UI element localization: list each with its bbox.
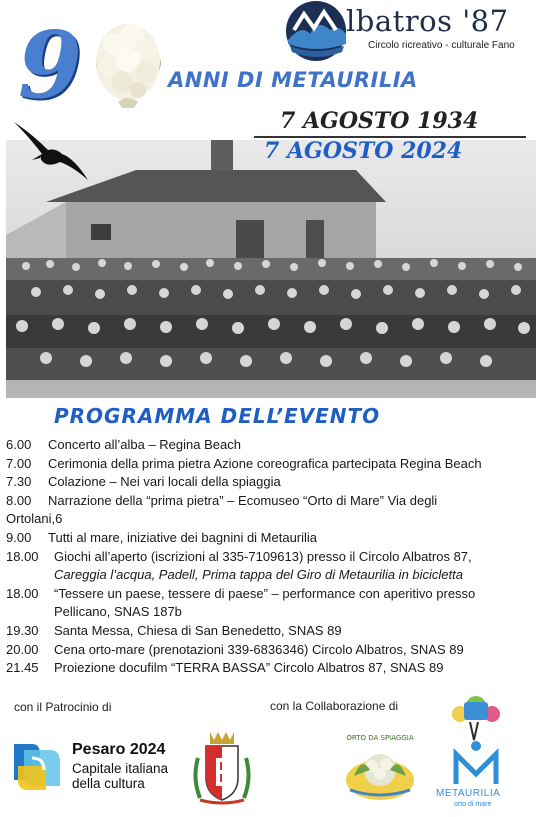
schedule-item bbox=[6, 473, 538, 492]
date-2024: 7 AGOSTO 2024 bbox=[264, 138, 463, 164]
programma-title: PROGRAMMA DELL’EVENTO bbox=[54, 404, 381, 428]
schedule-desc: “Tessere un paese, tessere di paese” – performance con aperitivo presso bbox=[54, 585, 476, 601]
orto-da-spiaggia-logo bbox=[340, 726, 420, 806]
schedule-time: 6.00 bbox=[6, 437, 32, 452]
albatros-logo-subtitle: Circolo ricreativo - culturale Fano bbox=[368, 40, 515, 51]
schedule-desc: Cerimonia della prima pietra Azione coreografica partecipata Regina Beach bbox=[48, 455, 482, 471]
schedule-desc-continued: Ortolani,6 bbox=[6, 511, 63, 527]
schedule-item bbox=[6, 585, 538, 604]
anni-title: ANNI DI METAURILIA bbox=[168, 68, 418, 92]
anniversary-number: 9 bbox=[18, 11, 83, 119]
schedule-time: 21.45 bbox=[6, 660, 39, 676]
albatros-logo bbox=[280, 0, 530, 62]
schedule-item bbox=[6, 641, 538, 660]
schedule-item bbox=[6, 548, 538, 567]
schedule-item bbox=[6, 529, 538, 548]
schedule-desc: Narrazione della “prima pietra” – Ecomuseo “Orto di Mare” Via degli bbox=[48, 492, 438, 508]
schedule-desc-continued: Pellicano, SNAS 187b bbox=[54, 604, 182, 620]
pesaro-2024-title: Pesaro 2024 bbox=[72, 741, 166, 758]
schedule-time: 7.00 bbox=[6, 455, 32, 471]
schedule-item bbox=[6, 622, 538, 641]
schedule-time: 7.30 bbox=[6, 474, 32, 490]
fano-coat-of-arms bbox=[190, 728, 254, 806]
pesaro-2024-subtitle-line2: della cultura bbox=[72, 776, 145, 791]
pesaro-2024-logo-mark bbox=[10, 740, 64, 792]
pesaro-2024-subtitle-line1: Capitale italiana bbox=[72, 761, 169, 776]
metaurilia-subtitle: orto di mare bbox=[454, 801, 492, 808]
date-1934: 7 AGOSTO 1934 bbox=[280, 108, 479, 134]
schedule-desc: Tutti al mare, iniziative dei bagnini di Metaurilia bbox=[48, 529, 318, 545]
albatros-logo-mark bbox=[280, 0, 352, 62]
patronage-label: con il Patrocinio di bbox=[14, 700, 112, 714]
schedule-desc: Colazione – Nei vari locali della spiaggia bbox=[48, 474, 281, 490]
schedule-time: 8.00 bbox=[6, 492, 32, 508]
schedule-item bbox=[6, 455, 538, 474]
schedule-desc-continued: Careggia l’acqua, Padell, Prima tappa del Giro di Metaurilia in bicicletta bbox=[54, 567, 463, 583]
schedule-time: 18.00 bbox=[6, 548, 39, 564]
schedule-item bbox=[6, 492, 538, 511]
schedule-desc: Santa Messa, Chiesa di San Benedetto, SNAS 89 bbox=[54, 622, 342, 638]
collaboration-label: con la Collaborazione di bbox=[270, 699, 399, 713]
schedule-desc: Giochi all’aperto (iscrizioni al 335-7109613) presso il Circolo Albatros 87, bbox=[54, 548, 472, 564]
schedule-time: 19.30 bbox=[6, 622, 39, 638]
schedule-list bbox=[6, 436, 538, 678]
schedule-desc: Proiezione docufilm “TERRA BASSA” Circolo Albatros 87, SNAS 89 bbox=[54, 660, 444, 676]
metaurilia-name: METAURILIA bbox=[436, 788, 501, 799]
cauliflower-image bbox=[88, 14, 168, 108]
schedule-time: 20.00 bbox=[6, 641, 39, 657]
schedule-time: 9.00 bbox=[6, 529, 32, 545]
albatross-bird-silhouette bbox=[12, 120, 92, 184]
schedule-item bbox=[6, 659, 538, 678]
schedule-desc: Cena orto-mare (prenotazioni 339-6836346) Circolo Albatros, SNAS 89 bbox=[54, 641, 464, 657]
orto-logo-text: ORTO DA SPIAGGIA bbox=[346, 734, 414, 742]
schedule-item bbox=[6, 436, 538, 455]
schedule-time: 18.00 bbox=[6, 585, 39, 601]
albatros-logo-name: lbatros '87 bbox=[346, 4, 509, 38]
schedule-desc: Concerto all’alba – Regina Beach bbox=[48, 437, 241, 452]
